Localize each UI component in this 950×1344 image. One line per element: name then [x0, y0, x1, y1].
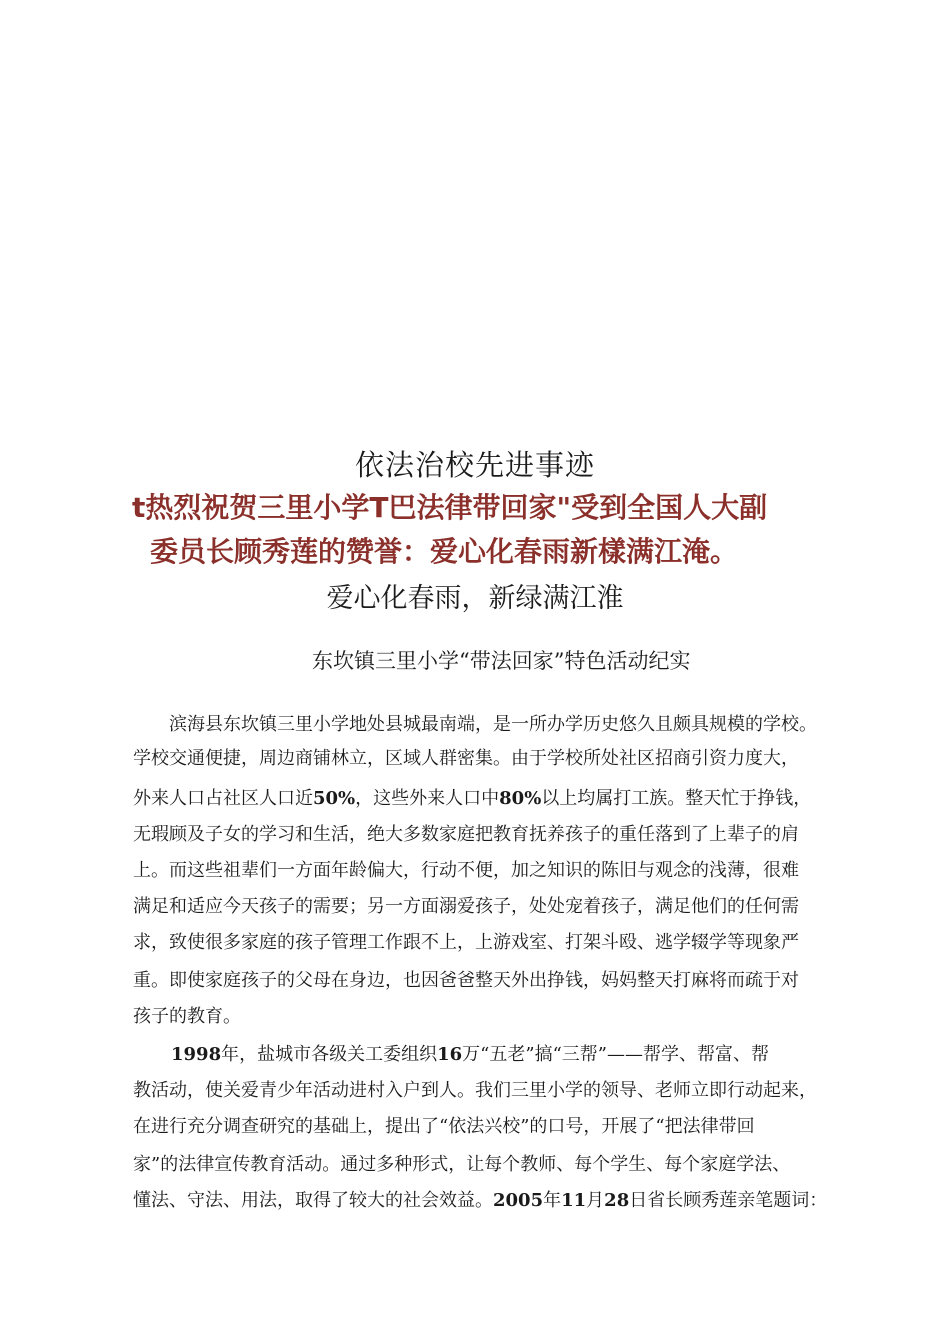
paragraph-line: 上。而这些祖辈们一方面年龄偏大，行动不便，加之知识的陈旧与观念的浅薄，很难: [133, 860, 799, 881]
paragraph-line: 滨海县东坎镇三里小学地处县城最南端，是一所办学历史悠久且颇具规模的学校。: [133, 714, 817, 735]
paragraph-line: 教活动，使关爱青少年活动进村入户到人。我们三里小学的领导、老师立即行动起来，: [133, 1080, 817, 1101]
paragraph-line: 无瑕顾及子女的学习和生活，绝大多数家庭把教育抚养孩子的重任落到了上辈子的肩: [133, 824, 799, 845]
paragraph-line: 学校交通便捷，周边商铺林立，区域人群密集。由于学校所处社区招商引资力度大，: [133, 748, 799, 769]
document-subsubtitle: 东坎镇三里小学“带法回家”特色活动纪实: [312, 649, 691, 673]
paragraph-line: 懂法、守法、用法，取得了较大的社会效益。2005年11月28日省长顾秀莲亲笔题词：: [133, 1190, 828, 1211]
headline-line-2: 委员长顾秀莲的赞誉：爱心化春雨新樣满江淹。: [150, 535, 739, 568]
paragraph-line: 满足和适应今天孩子的需要；另一方面溺爱孩子，处处宠着孩子，满足他们的任何需: [133, 896, 799, 917]
document-title: 依法治校先进事迹: [354, 448, 595, 482]
paragraph-line: 家”的法律宣传教育活动。通过多种形式，让每个教师、每个学生、每个家庭学法、: [133, 1154, 791, 1175]
paragraph-line: 求，致使很多家庭的孩子管理工作跟不上，上游戏室、打架斗殴、逃学辍学等现象严: [133, 932, 799, 953]
headline-line-1: t热烈祝贺三里小学T巴法律带回家"受到全国人大副: [132, 491, 768, 524]
paragraph-line: 孩子的教育。: [133, 1006, 241, 1027]
paragraph-line: 外来人口占社区人口近50%，这些外来人口中80%以上均属打工族。整天忙于挣钱，: [133, 788, 812, 809]
paragraph-line: 重。即使家庭孩子的父母在身边，也因爸爸整天外出挣钱，妈妈整天打麻将而疏于对: [133, 970, 799, 991]
document-subtitle: 爱心化春雨，新绿满江淮: [326, 583, 624, 614]
paragraph-line: 在进行充分调查研究的基础上，提出了“依法兴校”的口号，开展了“把法律带回: [133, 1116, 755, 1137]
paragraph-line: 1998年，盐城市各级关工委组织16万“五老”搞“三帮”——帮学、帮富、帮: [171, 1044, 769, 1065]
